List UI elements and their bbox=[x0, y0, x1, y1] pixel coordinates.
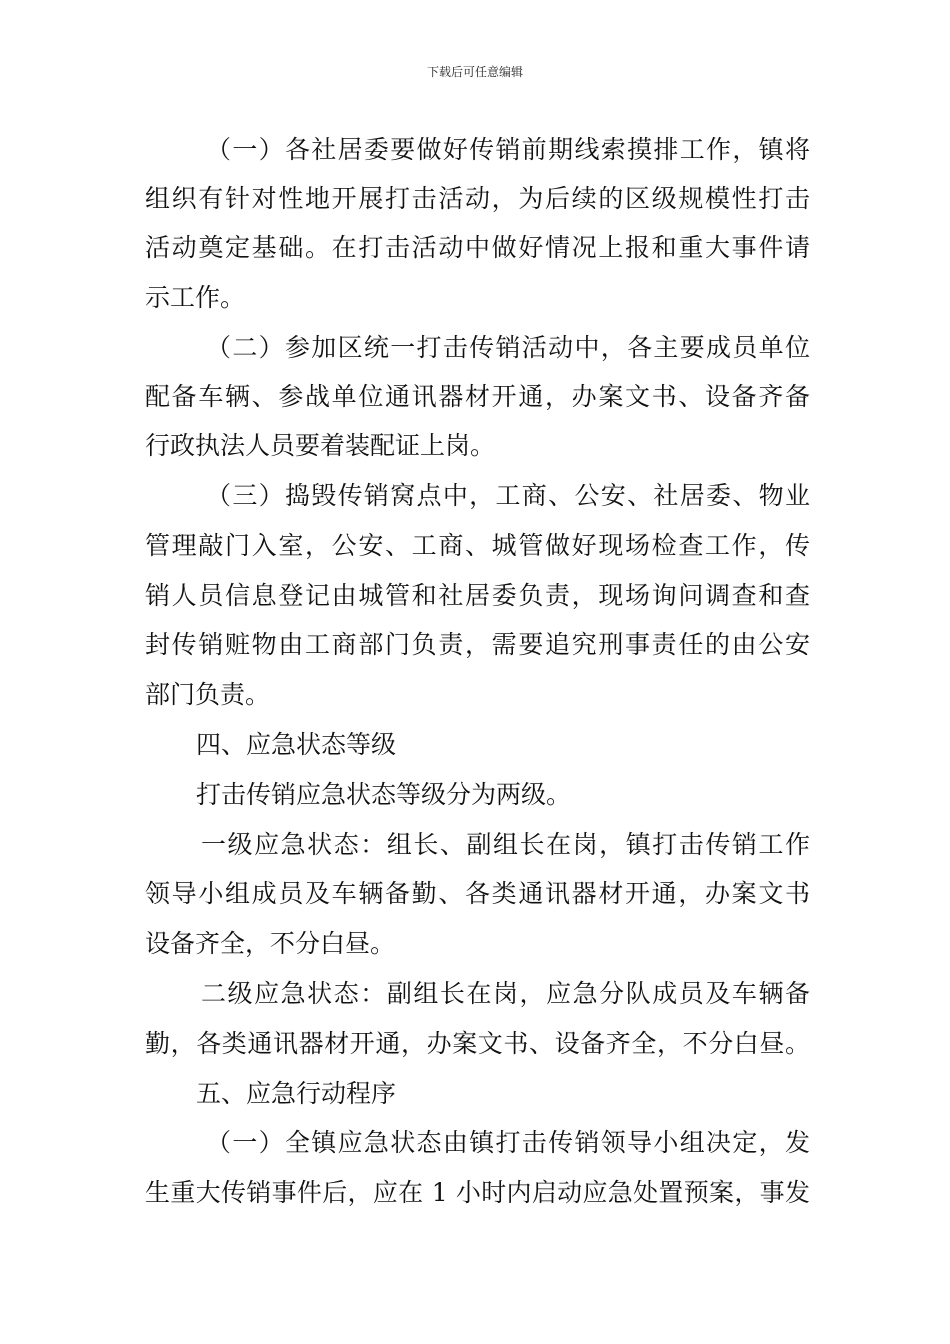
paragraph-5-line-1: 一级应急状态：组长、副组长在岗，镇打击传销工作 bbox=[201, 830, 810, 859]
paragraph-7-line-1: （一）全镇应急状态由镇打击传销领导小组决定，发 bbox=[206, 1128, 810, 1157]
paragraph-3-line-1: （三）捣毁传销窝点中，工商、公安、社居委、物业 bbox=[206, 481, 810, 510]
paragraph-3-line-5: 部门负责。 bbox=[145, 680, 271, 709]
paragraph-6-line-2: 勤，各类通讯器材开通，办案文书、设备齐全，不分白昼。 bbox=[145, 1029, 810, 1058]
paragraph-1-line-3: 活动奠定基础。在打击活动中做好情况上报和重大事件请 bbox=[145, 233, 810, 262]
section-heading-4: 四、应急状态等级 bbox=[196, 730, 397, 759]
paragraph-3-line-3: 销人员信息登记由城管和社居委负责，现场询问调查和查 bbox=[145, 581, 810, 610]
section-heading-5: 五、应急行动程序 bbox=[196, 1079, 397, 1108]
paragraph-2-line-3: 行政执法人员要着装配证上岗。 bbox=[145, 431, 496, 460]
paragraph-1-line-4: 示工作。 bbox=[145, 283, 246, 312]
paragraph-6-line-1: 二级应急状态：副组长在岗，应急分队成员及车辆备 bbox=[201, 979, 810, 1008]
paragraph-5-line-2: 领导小组成员及车辆备勤、各类通讯器材开通，办案文书 bbox=[145, 879, 810, 908]
paragraph-7-line-2: 生重大传销事件后，应在 1 小时内启动应急处置预案，事发 bbox=[145, 1178, 810, 1207]
paragraph-3-line-4: 封传销赃物由工商部门负责，需要追究刑事责任的由公安 bbox=[145, 630, 810, 659]
paragraph-4-line-1: 打击传销应急状态等级分为两级。 bbox=[196, 780, 572, 809]
page-header: 下载后可任意编辑 bbox=[426, 65, 523, 79]
paragraph-5-line-3: 设备齐全，不分白昼。 bbox=[145, 929, 396, 958]
paragraph-1-line-2: 组织有针对性地开展打击活动，为后续的区级规模性打击 bbox=[145, 184, 810, 213]
paragraph-2-line-2: 配备车辆、参战单位通讯器材开通，办案文书、设备齐备 bbox=[145, 382, 810, 411]
paragraph-1-line-1: （一）各社居委要做好传销前期线索摸排工作，镇将 bbox=[206, 135, 810, 164]
paragraph-2-line-1: （二）参加区统一打击传销活动中，各主要成员单位 bbox=[206, 333, 810, 362]
paragraph-3-line-2: 管理敲门入室，公安、工商、城管做好现场检查工作，传 bbox=[145, 531, 810, 560]
